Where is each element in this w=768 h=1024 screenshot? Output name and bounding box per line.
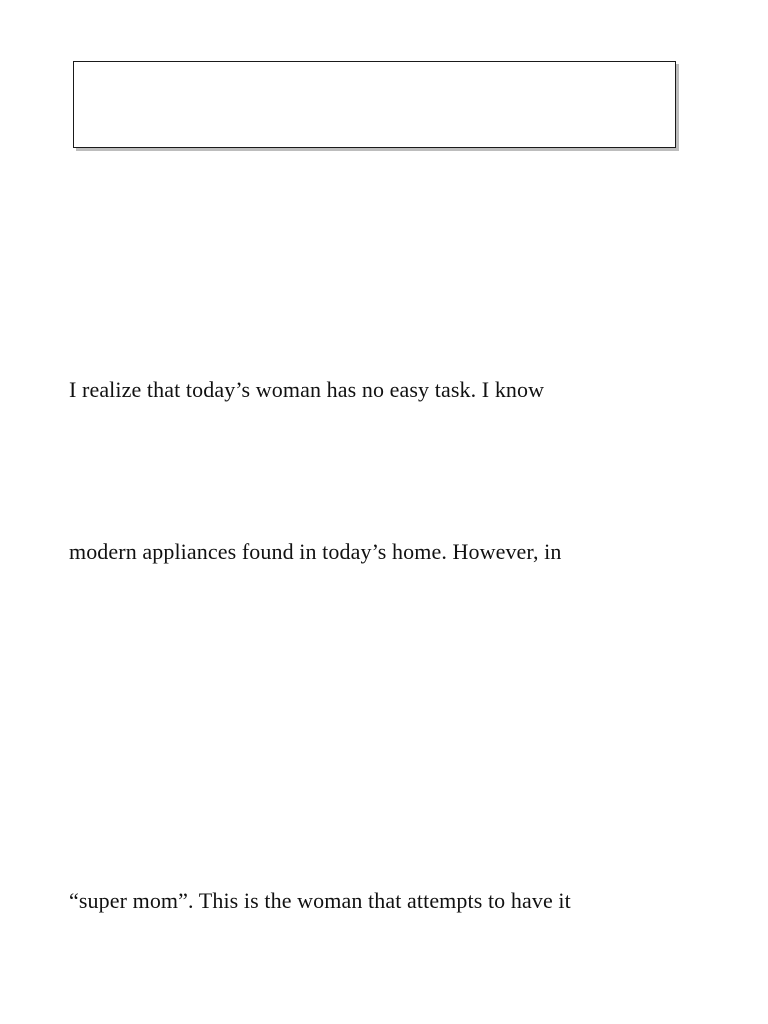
text-line-3: “super mom”. This is the woman that attempts to have it — [69, 888, 571, 913]
text-line-1: I realize that today’s woman has no easy task. I know — [69, 377, 545, 402]
title-box — [73, 61, 676, 148]
text-line-2: modern appliances found in today’s home. However, in — [69, 539, 562, 564]
